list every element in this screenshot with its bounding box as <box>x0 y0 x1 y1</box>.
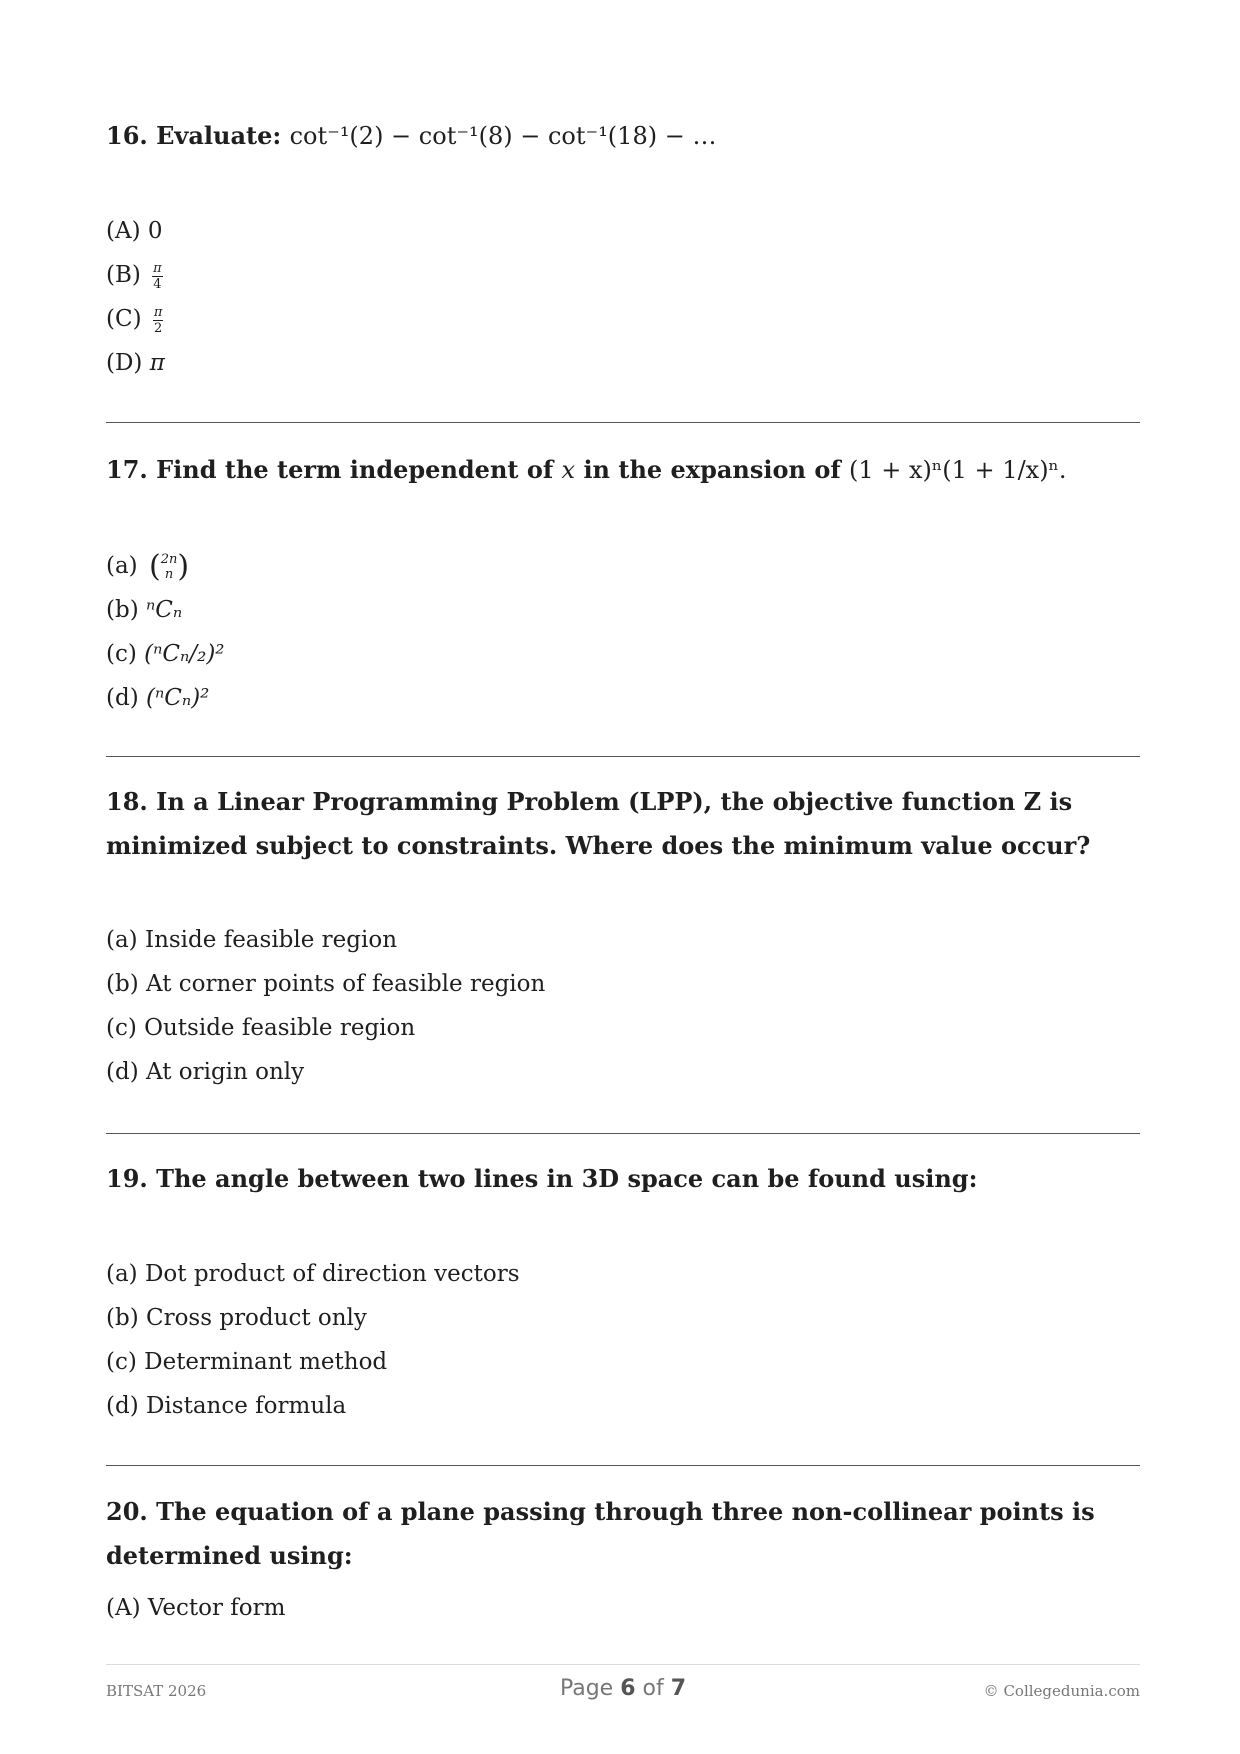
question-prompt: Find the term independent of <box>156 455 554 484</box>
option-label: (d) <box>106 685 139 711</box>
option-label: (A) <box>106 1595 141 1621</box>
question-17-options <box>106 544 225 720</box>
question-number: 20. <box>106 1497 148 1526</box>
question-prompt: in the expansion of <box>583 455 841 484</box>
option-a <box>106 918 545 962</box>
option-label: (c) <box>106 1349 137 1375</box>
option-text: Distance formula <box>145 1393 347 1419</box>
question-19-title <box>106 1157 1140 1201</box>
option-label: (d) <box>106 1393 139 1419</box>
question-divider <box>106 422 1140 423</box>
option-label: (b) <box>106 1305 139 1331</box>
option-text: π <box>149 350 165 376</box>
question-math: (1 + x)ⁿ(1 + 1/x)ⁿ. <box>849 456 1067 484</box>
question-20-options <box>106 1586 285 1630</box>
option-label: (B) <box>106 262 141 288</box>
option-text: Vector form <box>147 1595 286 1621</box>
question-math: cot⁻¹(2) − cot⁻¹(8) − cot⁻¹(18) − … <box>289 122 717 150</box>
option-label: (A) <box>106 218 141 244</box>
page-footer <box>106 1672 1140 1712</box>
option-label: (D) <box>106 350 143 376</box>
question-17-title <box>106 448 1140 492</box>
question-18-options <box>106 918 545 1094</box>
footer-copyright: © Collegedunia.com <box>983 1682 1140 1700</box>
question-divider <box>106 1465 1140 1466</box>
option-d <box>106 1050 545 1094</box>
option-c <box>106 632 225 676</box>
question-variable: x <box>561 456 576 484</box>
option-d <box>106 676 225 720</box>
question-prompt: Evaluate: <box>156 121 282 150</box>
question-divider <box>106 1133 1140 1134</box>
footer-exam-name: BITSAT 2026 <box>106 1682 207 1700</box>
question-16-options <box>106 209 165 385</box>
option-label: (a) <box>106 927 138 953</box>
option-label: (c) <box>106 1015 137 1041</box>
question-20-title <box>106 1490 1140 1578</box>
binomial-stack <box>161 552 178 582</box>
question-17 <box>106 448 1140 492</box>
question-divider <box>106 756 1140 757</box>
option-label: (a) <box>106 1261 138 1287</box>
option-label: (b) <box>106 971 139 997</box>
option-label: (C) <box>106 306 142 332</box>
option-c <box>106 1340 520 1384</box>
option-text: Outside feasible region <box>144 1015 416 1041</box>
option-label: (b) <box>106 597 139 623</box>
option-b <box>106 962 545 1006</box>
option-d <box>106 341 165 385</box>
option-label: (a) <box>106 553 138 579</box>
option-text: 0 <box>147 218 163 244</box>
question-18 <box>106 780 1140 868</box>
option-c <box>106 1006 545 1050</box>
option-a <box>106 1252 520 1296</box>
fraction-denominator: 2 <box>153 320 163 336</box>
question-19-options <box>106 1252 520 1428</box>
option-c <box>106 297 165 341</box>
question-prompt: In a Linear Programming Problem (LPP), the objective function Z is minimized subject to constraints. Where does the minimum value occur? <box>106 787 1091 860</box>
footer-divider <box>106 1664 1140 1665</box>
question-20 <box>106 1490 1140 1578</box>
question-number: 17. <box>106 455 148 484</box>
document-page <box>106 0 1140 1754</box>
paren-left: ( <box>148 549 161 584</box>
question-16 <box>106 114 1140 158</box>
option-text: Cross product only <box>145 1305 367 1331</box>
fraction-denominator: 4 <box>153 276 162 292</box>
fraction-numerator: π <box>153 260 162 276</box>
option-b <box>106 253 165 297</box>
binomial-coefficient <box>148 549 190 584</box>
option-text: ⁿCₙ <box>145 597 183 623</box>
option-label: (d) <box>106 1059 139 1085</box>
page-word: Page <box>559 1676 614 1701</box>
question-18-title <box>106 780 1140 868</box>
option-label: (c) <box>106 641 137 667</box>
question-prompt: The angle between two lines in 3D space can be found using: <box>156 1164 978 1193</box>
fraction-pi-over-2 <box>153 306 164 335</box>
option-b <box>106 588 225 632</box>
option-text: (ⁿCₙ/₂)² <box>144 641 225 667</box>
fraction-pi-over-4 <box>152 262 163 291</box>
option-d <box>106 1384 520 1428</box>
binomial-bottom: n <box>164 567 174 582</box>
fraction-numerator: π <box>153 304 163 320</box>
option-text: Dot product of direction vectors <box>144 1261 520 1287</box>
question-prompt: The equation of a plane passing through three non-collinear points is determined using: <box>106 1497 1095 1570</box>
page-current: 6 <box>620 1676 636 1701</box>
option-b <box>106 1296 520 1340</box>
question-number: 19. <box>106 1164 148 1193</box>
page-of: of <box>642 1676 664 1701</box>
paren-right: ) <box>177 549 190 584</box>
option-text: Determinant method <box>144 1349 388 1375</box>
option-text: At origin only <box>145 1059 305 1085</box>
option-text: Inside feasible region <box>144 927 398 953</box>
option-a <box>106 1586 285 1630</box>
page-total: 7 <box>670 1676 687 1701</box>
question-16-title <box>106 114 1140 158</box>
option-a <box>106 544 225 588</box>
question-19 <box>106 1157 1140 1201</box>
question-number: 16. <box>106 121 148 150</box>
option-text: At corner points of feasible region <box>145 971 546 997</box>
binomial-top: 2n <box>160 552 178 567</box>
question-number: 18. <box>106 787 148 816</box>
option-a <box>106 209 165 253</box>
option-text: (ⁿCₙ)² <box>145 685 210 711</box>
